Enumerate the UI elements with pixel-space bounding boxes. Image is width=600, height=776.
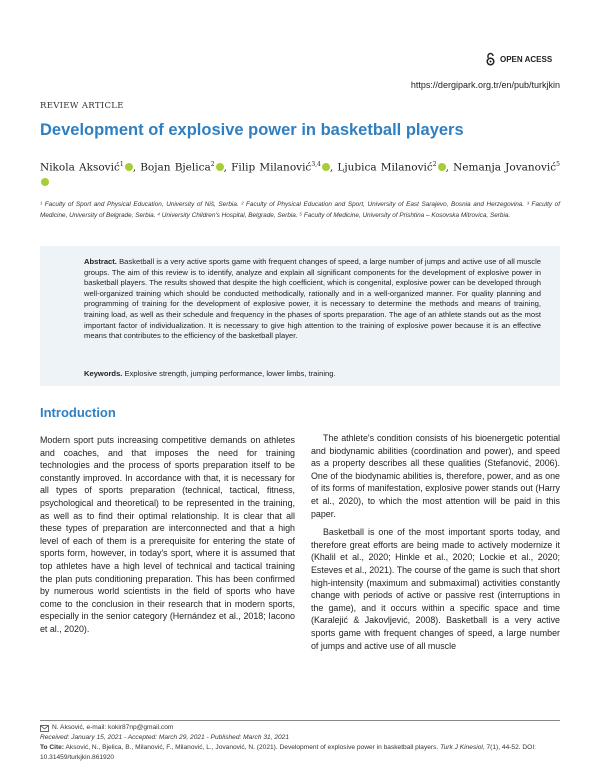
author-name: Bojan Bjelica	[140, 161, 211, 174]
orcid-icon[interactable]	[125, 163, 133, 171]
abstract-label: Abstract.	[84, 257, 117, 266]
author-affil-sup: 2	[432, 161, 437, 168]
cite-text: Aksović, N., Bjelica, B., Milanović, F., Milanović, L., Jovanović, N. (2021). Development of explosive power in basketball players.	[65, 744, 439, 751]
author-name: Nikola Aksović	[40, 161, 120, 174]
article-title: Development of explosive power in basketball players	[40, 121, 464, 139]
cite-journal: Turk J Kinesiol	[440, 744, 483, 751]
abstract	[84, 257, 541, 342]
author-affil-sup: 1	[119, 161, 124, 168]
correspondence-line	[40, 723, 560, 733]
paragraph: The athlete's condition consists of his bioenergetic potential and biodynamic abilities (coordination and power), and speed as a property describes all these qualities (Stefanović, 2006). One of the biodynamic abilities is, therefore, power, and as one of its forms of manifestation, explosive power stands out (Harry et al., 2020), to which the most attention will be paid in this paper.	[311, 433, 560, 519]
body-column-right	[311, 432, 560, 658]
cite-tail: , 7(1), 44-52. DOI: 10.31459/turkjkin.861920	[40, 744, 536, 761]
orcid-icon[interactable]	[216, 163, 224, 171]
section-heading-introduction: Introduction	[40, 405, 116, 420]
body-column-left	[40, 434, 295, 636]
author-affil-sup: 2	[210, 161, 215, 168]
paragraph: Basketball is one of the most important sports today, and therefore great efforts are being made to actively modernize it (Khalil et al., 2020; Hinkle et al., 2020; Lockie et al., 2020; Esteves et al., 2021). The course of the game is such that short high-intensity (maximum and submaximal) activities constantly change with periods of active or passive rest (interruptions in the game), and it occurs within a specific space and time (Karalejić & Jakovljević, 2008). Basketball is a very active sports game with frequent changes of speed, a large number of jumps and active use of all muscle	[311, 527, 560, 651]
author-affil-sup: 3,4	[311, 161, 321, 168]
paragraph: Modern sport puts increasing competitive demands on athletes and coaches, and that imposes the need for training technologies and the process of sports preparation itself to be constantly improved. In accordance with that, it is necessary for all types of sports preparation (technical, tactical, fitness, psychological and theoretical) to be represented in the training, as well as to find their optimal relationship. It is clear that all these types of preparation are interconnected and that a high level of each of them is a prerequisite for entering the state of sports form, however, in today's sport, where it is assumed that top athletes have a high level of technical and tactical training the plan puts conditioning preparation. This has been confirmed by numerous world scientists in the field of sports who have come to the conclusion in their research that in modern sports, especially in the senior category (Hernández et al., 2018; Iacono et al., 2020).	[40, 435, 295, 634]
author-name: Filip Milanović	[231, 161, 312, 174]
author-name: Ljubica Milanović	[337, 161, 433, 174]
orcid-icon[interactable]	[41, 178, 49, 186]
author-list: Nikola Aksović$^1$ , Bojan Bjelica$^2$ , Filip Milanović$^{3,4}$ , Ljubica Milanović$^2$ , Nemanja Jovanović$^5$	[40, 157, 560, 191]
keywords-label: Keywords.	[84, 369, 123, 378]
correspondence-text: N. Aksović, e-mail: kokir87np@gmail.com	[52, 724, 174, 731]
open-access-badge	[485, 52, 552, 66]
keywords	[84, 369, 541, 378]
open-access-label: OPEN ACESS	[500, 54, 553, 64]
cite-label: To Cite:	[40, 744, 65, 751]
dates-line: Received: January 15, 2021 - Accepted: March 29, 2021 - Published: March 31, 2021	[40, 734, 290, 741]
journal-url-link[interactable]: https://dergipark.org.tr/en/pub/turkjkin	[410, 80, 560, 90]
footer-divider	[40, 720, 560, 721]
open-access-lock-icon	[485, 52, 496, 66]
envelope-icon	[40, 725, 49, 732]
keywords-text: Explosive strength, jumping performance, lower limbs, training.	[124, 369, 336, 378]
author-name: Nemanja Jovanović	[453, 161, 557, 174]
author-affil-sup: 5	[556, 161, 560, 168]
article-type: REVIEW ARTICLE	[40, 101, 124, 111]
orcid-icon[interactable]	[438, 163, 446, 171]
affiliations: ¹ Faculty of Sport and Physical Education, University of Niš, Serbia. ² Faculty of Physical Education and Sport, University of East Sarajevo, Bosnia and Herzegovina. ³ Faculty of Medicine, University of Belgrade, Serbia. ⁴ University Children's Hospital, Belgrade, Serbia. ⁵ Faculty of Medicine, University of Prishtina – Kosovska Mitrovica, Serbia.	[40, 201, 560, 219]
abstract-text: Basketball is a very active sports game with frequent changes of speed, a large number of jumps and active use of all muscle groups. The aim of this review is to identify, analyze and explain all significant components for the development of explosive power in basketball players. The results showed that despite the high coefficient, which is congenital, explosive power can be developed through well-organized training which should be conducted methodically, rationally and in a well-organized manner. For quality planning and programming of training for the development of explosive power, it is necessary to determine the methods and means of training, training load, as well as their schedule and frequency in the phases of sports preparation. The age of an athlete stands out as the most important factor of individualization. It is necessary to give high attention to the training of explosive power because it is an effective means that contributes to the efficiency of the basketball player.	[84, 257, 541, 341]
citation	[40, 743, 560, 763]
orcid-icon[interactable]	[322, 163, 330, 171]
